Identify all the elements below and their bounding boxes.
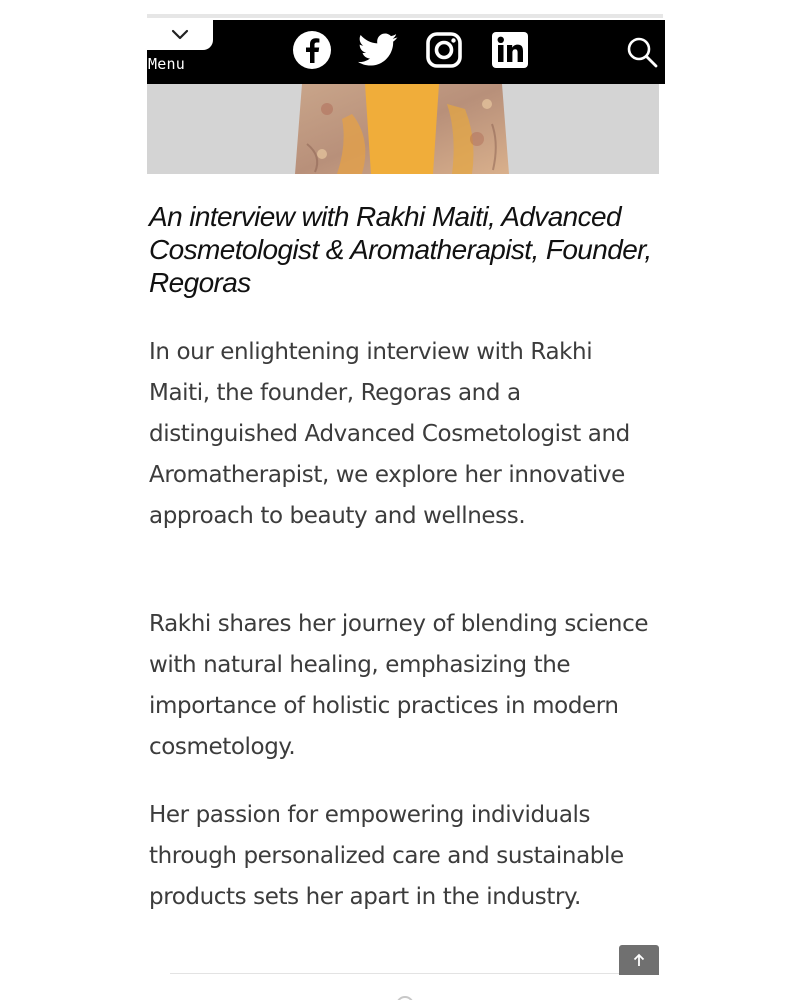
instagram-icon — [424, 30, 464, 70]
chevron-down-icon — [169, 28, 191, 42]
hero-image — [147, 84, 659, 174]
linkedin-link[interactable] — [488, 28, 532, 72]
facebook-icon — [292, 30, 332, 70]
top-strip — [147, 14, 663, 18]
menu-toggle-button[interactable] — [147, 20, 213, 50]
scroll-to-top-button[interactable] — [619, 945, 659, 975]
divider — [170, 973, 640, 974]
article-headline: An interview with Rakhi Maiti, Advanced Cosmetologist & Aromatherapist, Founder, Regoras — [149, 201, 652, 298]
twitter-link[interactable] — [356, 28, 400, 72]
instagram-link[interactable] — [422, 28, 466, 72]
article-paragraph: Rakhi shares her journey of blending science with natural healing, emphasizing the importance of holistic practices in modern cosmetology. — [149, 611, 649, 760]
article-paragraph: In our enlightening interview with Rakhi Maiti, the founder, Regoras and a distinguished Advanced Cosmetologist and Aromatherapist, we explore her innovative approach to beauty and wellness. — [149, 339, 630, 529]
portrait-photo — [147, 84, 659, 174]
facebook-link[interactable] — [290, 28, 334, 72]
arrow-up-icon — [632, 952, 646, 968]
linkedin-icon — [490, 30, 530, 70]
search-icon — [624, 34, 660, 70]
footer-icons-partial — [270, 990, 550, 1000]
social-header-bar — [147, 20, 665, 84]
menu-label[interactable]: Menu — [148, 55, 185, 73]
search-button[interactable] — [620, 30, 664, 74]
article-paragraph: Her passion for empowering individuals through personalized care and sustainable products sets her apart in the industry. — [149, 802, 624, 910]
twitter-icon — [358, 33, 398, 67]
